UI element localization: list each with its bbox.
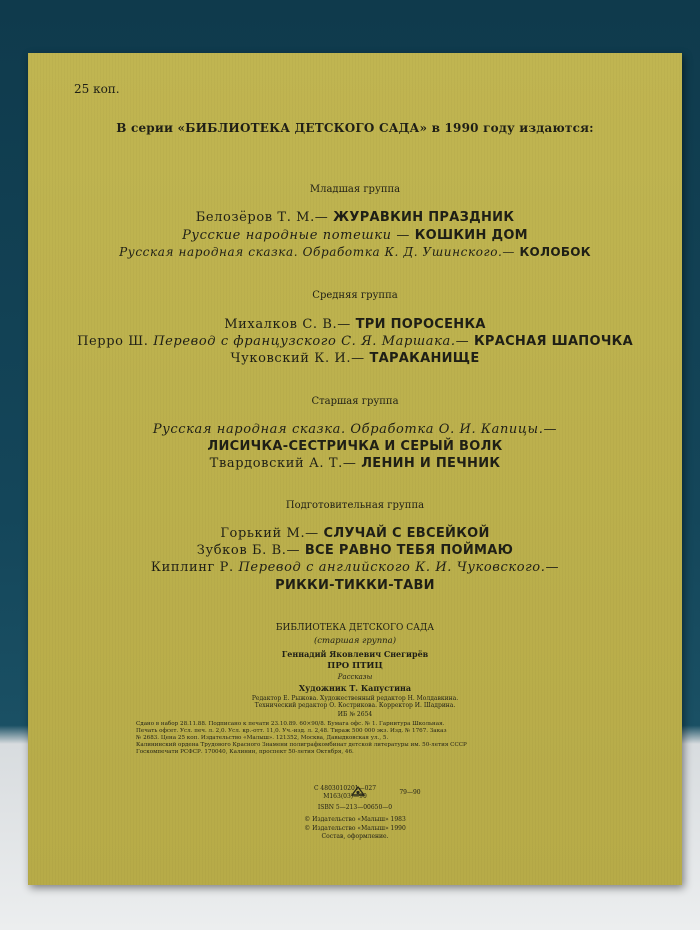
imprint-copyright-2: © Издательство «Малыш» 1990 (304, 825, 406, 832)
book-line: Михалков С. В.— ТРИ ПОРОСЕНКА (224, 317, 486, 332)
imprint-code-3: 79—90 (399, 789, 421, 796)
book-line: Зубков Б. В.— ВСЕ РАВНО ТЕБЯ ПОЙМАЮ (196, 543, 514, 558)
series-header: В серии «БИБЛИОТЕКА ДЕТСКОГО САДА» в 1990 году издаются: (116, 121, 594, 135)
group-heading-senior: Старшая группа (311, 396, 399, 407)
book-line: Горький М.— СЛУЧАЙ С ЕВСЕЙКОЙ (220, 526, 490, 541)
book-line: Русские народные потешки — КОШКИН ДОМ (182, 228, 528, 243)
imprint-ib-number: ИБ № 2654 (337, 711, 373, 718)
imprint-editor: Редактор Е. Рыжова. Художественный редактор Н. Молдавкина. (251, 695, 459, 702)
imprint-artist: Художник Т. Капустина (298, 683, 412, 693)
book-line: Киплинг Р. Перевод с английского К. И. Чуковского.— (150, 560, 560, 575)
imprint-author: Геннадий Яковлевич Снегирёв (281, 649, 429, 659)
imprint-copyright-3: Состав, оформление. (321, 833, 389, 840)
book-line: Перро Ш. Перевод с французского С. Я. Маршака.— КРАСНАЯ ШАПОЧКА (77, 334, 633, 349)
group-heading-prep: Подготовительная группа (285, 500, 425, 511)
imprint-code-1: С 4803010201—027 (313, 785, 377, 792)
book-back-cover (28, 53, 682, 885)
imprint-tech-editor: Технический редактор О. Кострикова. Корректор И. Шадрина. (254, 702, 456, 709)
book-line: Белозёров Т. М.— ЖУРАВКИН ПРАЗДНИК (195, 210, 515, 225)
group-heading-middle: Средняя группа (312, 290, 398, 301)
book-line: РИККИ-ТИККИ-ТАВИ (275, 578, 435, 593)
book-line: ЛИСИЧКА-СЕСТРИЧКА И СЕРЫЙ ВОЛК (207, 439, 503, 454)
imprint-copyright-1: © Издательство «Малыш» 1983 (304, 816, 406, 823)
book-line: Твардовский А. Т.— ЛЕНИН И ПЕЧНИК (209, 456, 501, 471)
imprint-group: (старшая группа) (313, 636, 397, 646)
book-line: Чуковский К. И.— ТАРАКАНИЩЕ (230, 351, 480, 366)
imprint-details: Сдано в набор 28.11.88. Подписано к печати 23.10.89. 60×90/8. Бумага офс. № 1. Гарнитура Школьная. Печать офсет. Усл. печ. л. 2,0. Усл. кр.-отт. 11,0. Уч.-изд. л. 2,48. Тираж 500 000 экз. Изд. № 1767. Заказ № 2683. Цена 25 коп. Издательство «Малыш». 121352, Москва, Давыдковская ул., 5. Калининский ордена Трудового Красного Знамени полиграфкомбинат детской литературы им. 50-летия СССР Госкомпечати РСФСР. 170040, Калинин, проспект 50-летия Октября, 46. (136, 721, 467, 755)
book-line: Русская народная сказка. Обработка К. Д. Ушинского.— КОЛОБОК (119, 245, 591, 259)
imprint-isbn: ISBN 5—213—00650—0 (317, 804, 393, 811)
imprint-genre: Рассказы (337, 673, 373, 681)
price-label: 25 коп. (74, 82, 120, 96)
imprint-title: ПРО ПТИЦ (327, 661, 383, 671)
group-heading-junior: Младшая группа (309, 184, 401, 195)
imprint-code-2: М163(03)—90 (323, 793, 367, 800)
imprint-series: БИБЛИОТЕКА ДЕТСКОГО САДА (275, 623, 435, 633)
book-line: Русская народная сказка. Обработка О. И. Капицы.— (152, 422, 558, 437)
